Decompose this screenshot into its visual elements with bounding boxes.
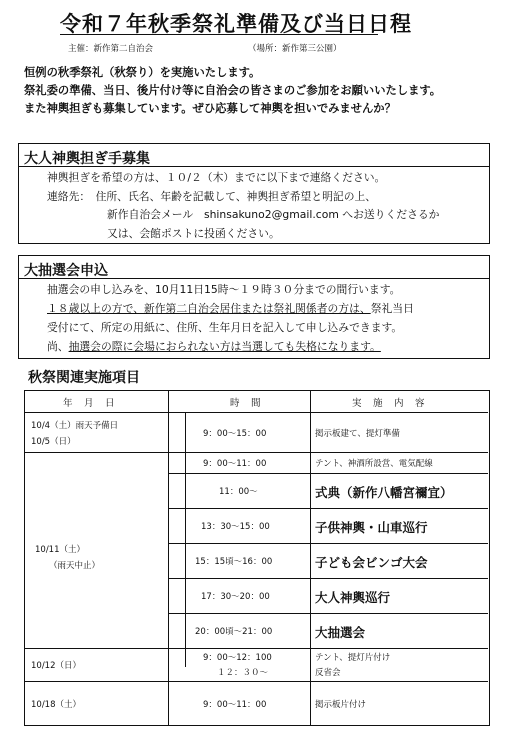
row-divider (168, 613, 488, 614)
time-cell: １２：３０～ (217, 668, 269, 678)
intro-line: また神輿担ぎも募集しています。ぜひ応募して神輿を担いでみませんか？ (24, 102, 396, 115)
intro-text (24, 64, 441, 118)
time-cell: 20：00頃～21：00 (195, 627, 273, 637)
host-label: 主催：新作第二自治会 (68, 44, 154, 54)
lottery-line: 受付にて、所定の用紙に、住所、生年月日を記入して申し込みできます。 (47, 321, 403, 334)
date-cell: 10/4（土）雨天予備日 (31, 421, 119, 431)
row-divider (168, 473, 488, 474)
lottery-line (47, 339, 381, 354)
content-cell: 式典（新作八幡宮禰宜） (315, 485, 453, 500)
header-time: 時 間 (230, 398, 262, 409)
intro-line: 恒例の秋季祭礼（秋祭り）を実施いたします。 (24, 66, 261, 79)
recruit-line: 又は、会館ポストに投函ください。 (107, 227, 280, 240)
row-divider (25, 452, 488, 453)
time-cell: 13：30～15：00 (201, 522, 270, 532)
column-divider (310, 391, 311, 725)
lottery-box (18, 255, 490, 359)
time-cell: 9：00～15：00 (203, 429, 267, 439)
lottery-heading: 大抽選会申込 (24, 263, 108, 279)
content-cell: 大人神輿巡行 (315, 590, 391, 605)
content-cell: 掲示板片付け (315, 700, 367, 710)
recruit-line: 神輿担ぎを希望の方は、１０/２（木）までに以下まで連絡ください。 (47, 171, 386, 184)
time-cell: 9：00～11：00 (203, 700, 267, 710)
time-cell: 17：30～20：00 (201, 592, 270, 602)
page-title: 令和７年秋季祭礼準備及び当日日程 (60, 12, 412, 36)
lottery-text: 尚、 (47, 340, 69, 353)
column-divider (168, 391, 169, 725)
header-content: 実 施 内 容 (352, 398, 426, 409)
date-cell: 10/12（日） (31, 661, 81, 671)
time-cell: 9：00～11：00 (203, 459, 267, 469)
row-divider (25, 412, 488, 413)
time-cell: 15：15頃～16：00 (195, 557, 273, 567)
date-cell: 10/5（日） (31, 437, 76, 447)
content-cell: 子ども会ビンゴ大会 (315, 555, 428, 570)
row-divider (25, 681, 488, 682)
lottery-text: 祭礼当日 (370, 302, 414, 315)
row-divider (25, 648, 488, 649)
schedule-table (24, 390, 490, 726)
content-cell: テント、提灯片付け (315, 653, 391, 663)
row-divider (168, 543, 488, 544)
intro-line: 祭礼委の準備、当日、後片付け等に自治会の皆さまのご参加をお願いいたします。 (24, 84, 442, 97)
content-cell: 子供神輿・山車巡行 (315, 520, 428, 535)
date-cell: （雨天中止） (49, 561, 101, 571)
lottery-line (47, 301, 414, 316)
schedule-title: 秋祭関連実施項目 (28, 370, 140, 386)
title-underline (60, 34, 378, 35)
row-divider (168, 508, 488, 509)
recruit-line: 新作自治会メール shinsakuno2@gmail.com へお送りくださるか (107, 208, 440, 221)
header-date: 年 月 日 (63, 398, 116, 409)
content-cell: 大抽選会 (315, 625, 366, 640)
recruit-heading: 大人神輿担ぎ手募集 (24, 151, 150, 167)
row-divider (168, 578, 488, 579)
content-cell: 反省会 (315, 668, 341, 678)
date-cell: 10/11（土） (35, 545, 85, 555)
time-cell: 11：00～ (219, 487, 258, 497)
lottery-underlined-text: １８歳以上の方で、新作第二自治会居住または祭礼関係者の方は、 (47, 302, 371, 315)
recruit-box (18, 143, 490, 244)
venue-label: （場所：新作第三公園） (248, 44, 342, 54)
lottery-heading-rule (19, 278, 489, 279)
recruit-line: 連絡先： 住所、氏名、年齢を記載して、神輿担ぎ希望と明記の上、 (47, 190, 377, 203)
time-cell: 9：00～12：100 (203, 653, 272, 663)
lottery-line: 抽選会の申し込みを、10月11日15時～１９時３０分までの間行います。 (47, 283, 401, 296)
recruit-heading-rule (19, 166, 489, 167)
content-cell: 掲示板建て、提灯準備 (315, 429, 400, 439)
date-cell: 10/18（土） (31, 700, 81, 710)
content-cell: テント、神酒所設営、電気配線 (315, 459, 433, 469)
column-divider (185, 412, 186, 667)
lottery-underlined-text: 抽選会の際に会場におられない方は当選しても失格になります。 (68, 340, 381, 353)
